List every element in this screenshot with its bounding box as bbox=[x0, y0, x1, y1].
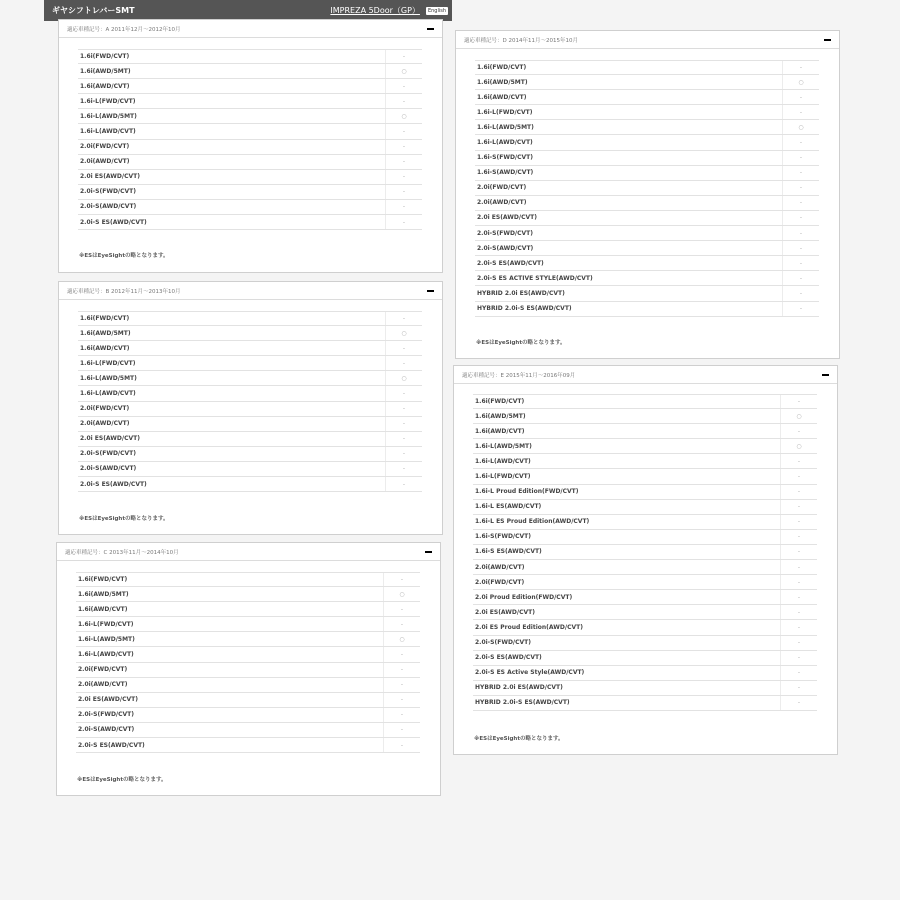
model-link[interactable]: IMPREZA 5Door（GP） bbox=[330, 6, 420, 15]
fitment-mark: - bbox=[782, 181, 819, 195]
table-row bbox=[473, 500, 817, 515]
table-row bbox=[76, 647, 420, 662]
table-row bbox=[473, 485, 817, 500]
table-row bbox=[473, 590, 817, 605]
fitment-mark: - bbox=[385, 356, 422, 370]
fitment-mark: - bbox=[782, 271, 819, 285]
model-name: 1.6i(AWD/CVT) bbox=[78, 605, 128, 613]
table-row bbox=[475, 135, 819, 150]
table-row bbox=[473, 620, 817, 635]
table-row bbox=[78, 462, 422, 477]
model-name: 1.6i-S(FWD/CVT) bbox=[477, 154, 534, 162]
table-row bbox=[76, 738, 420, 753]
model-name: HYBRID 2.0i-S ES(AWD/CVT) bbox=[477, 305, 572, 313]
model-name: 1.6i-L(FWD/CVT) bbox=[78, 620, 134, 628]
fitment-mark: - bbox=[780, 469, 817, 483]
fitment-mark: - bbox=[782, 135, 819, 149]
table-row bbox=[473, 605, 817, 620]
model-name: 1.6i(FWD/CVT) bbox=[475, 398, 525, 406]
fitment-mark: - bbox=[385, 124, 422, 138]
fitment-mark: ○ bbox=[782, 120, 819, 134]
fitment-mark: - bbox=[385, 50, 422, 63]
model-name: 2.0i ES(AWD/CVT) bbox=[78, 696, 138, 704]
model-name: 1.6i(FWD/CVT) bbox=[477, 64, 527, 72]
table-row bbox=[76, 678, 420, 693]
fitment-mark: - bbox=[385, 94, 422, 108]
model-name: 1.6i-L Proud Edition(FWD/CVT) bbox=[475, 488, 579, 496]
model-name: 1.6i(AWD/5MT) bbox=[477, 78, 528, 86]
model-name: 1.6i(FWD/CVT) bbox=[78, 576, 128, 584]
eyesight-note: ※ESはEyeSightの略となります。 bbox=[79, 253, 169, 259]
model-name: 2.0i(AWD/CVT) bbox=[475, 563, 525, 571]
table-row bbox=[473, 424, 817, 439]
period-label: 適応車種記号：A 2011年12月～2012年10月 bbox=[67, 26, 181, 33]
fitment-mark: - bbox=[782, 61, 819, 74]
period-label: 適応車種記号：E 2015年11月～2016年09月 bbox=[462, 372, 576, 379]
model-name: 2.0i-S(FWD/CVT) bbox=[477, 229, 534, 237]
fitment-mark: - bbox=[780, 666, 817, 680]
model-name: 1.6i-L(AWD/5MT) bbox=[78, 635, 135, 643]
table-row bbox=[78, 155, 422, 170]
panel-d bbox=[455, 30, 840, 359]
model-name: HYBRID 2.0i ES(AWD/CVT) bbox=[477, 289, 565, 297]
table-row bbox=[475, 120, 819, 135]
fitment-mark: - bbox=[780, 560, 817, 574]
model-name: 2.0i ES(AWD/CVT) bbox=[475, 608, 535, 616]
model-list bbox=[76, 572, 420, 753]
model-name: HYBRID 2.0i ES(AWD/CVT) bbox=[475, 684, 563, 692]
model-name: 1.6i-L(AWD/5MT) bbox=[80, 112, 137, 120]
fitment-mark: ○ bbox=[782, 75, 819, 89]
table-row bbox=[475, 226, 819, 241]
table-row bbox=[76, 617, 420, 632]
table-row bbox=[475, 90, 819, 105]
model-name: HYBRID 2.0i-S ES(AWD/CVT) bbox=[475, 699, 570, 707]
fitment-mark: ○ bbox=[780, 409, 817, 423]
table-row bbox=[78, 124, 422, 139]
model-name: 2.0i(AWD/CVT) bbox=[80, 420, 130, 428]
panel-a bbox=[58, 19, 443, 273]
panel-header bbox=[59, 282, 442, 300]
eyesight-note: ※ESはEyeSightの略となります。 bbox=[77, 777, 167, 783]
table-row bbox=[475, 181, 819, 196]
table-row bbox=[473, 515, 817, 530]
fitment-mark: - bbox=[383, 738, 420, 752]
fitment-mark: - bbox=[780, 515, 817, 529]
fitment-mark: - bbox=[385, 312, 422, 325]
fitment-mark: - bbox=[780, 590, 817, 604]
table-row bbox=[78, 417, 422, 432]
table-row bbox=[475, 211, 819, 226]
fitment-mark: - bbox=[385, 185, 422, 199]
model-list bbox=[473, 394, 817, 711]
model-name: 1.6i(AWD/5MT) bbox=[80, 329, 131, 337]
model-name: 2.0i(AWD/CVT) bbox=[78, 681, 128, 689]
model-name: 1.6i-L ES Proud Edition(AWD/CVT) bbox=[475, 518, 590, 526]
model-name: 1.6i-L(FWD/CVT) bbox=[477, 108, 533, 116]
table-row bbox=[473, 666, 817, 681]
table-row bbox=[473, 560, 817, 575]
model-name: 1.6i-L(FWD/CVT) bbox=[475, 473, 531, 481]
collapse-icon[interactable] bbox=[824, 36, 832, 44]
model-name: 1.6i(AWD/5MT) bbox=[475, 412, 526, 420]
fitment-mark: - bbox=[780, 545, 817, 559]
table-row bbox=[78, 170, 422, 185]
table-row bbox=[78, 215, 422, 230]
panel-header bbox=[59, 20, 442, 38]
fitment-mark: - bbox=[385, 477, 422, 491]
fitment-mark: - bbox=[780, 575, 817, 589]
table-row bbox=[473, 469, 817, 484]
table-row bbox=[473, 545, 817, 560]
fitment-mark: - bbox=[385, 140, 422, 154]
fitment-mark: - bbox=[385, 447, 422, 461]
panel-header bbox=[456, 31, 839, 49]
page-title: ギヤシフトレバーSMT bbox=[52, 6, 135, 15]
fitment-mark: - bbox=[782, 166, 819, 180]
panel-e bbox=[453, 365, 838, 755]
table-row bbox=[78, 386, 422, 401]
table-row bbox=[473, 681, 817, 696]
table-row bbox=[475, 241, 819, 256]
fitment-mark: - bbox=[385, 386, 422, 400]
table-row bbox=[78, 477, 422, 492]
collapse-icon[interactable] bbox=[427, 287, 435, 295]
model-name: 1.6i(AWD/CVT) bbox=[477, 93, 527, 101]
collapse-icon[interactable] bbox=[425, 548, 433, 556]
fitment-mark: - bbox=[385, 79, 422, 93]
fitment-mark: - bbox=[782, 211, 819, 225]
fitment-mark: - bbox=[383, 647, 420, 661]
fitment-mark: - bbox=[782, 302, 819, 316]
table-row bbox=[475, 75, 819, 90]
period-label: 適応車種記号：B 2012年11月～2013年10月 bbox=[67, 288, 181, 295]
model-name: 2.0i(AWD/CVT) bbox=[477, 199, 527, 207]
model-name: 2.0i-S ES(AWD/CVT) bbox=[477, 259, 544, 267]
period-label: 適応車種記号：D 2014年11月～2015年10月 bbox=[464, 37, 578, 44]
table-row bbox=[475, 196, 819, 211]
table-row bbox=[76, 693, 420, 708]
fitment-mark: ○ bbox=[385, 109, 422, 123]
fitment-mark: - bbox=[780, 620, 817, 634]
model-name: 2.0i(FWD/CVT) bbox=[78, 666, 128, 674]
table-row bbox=[78, 402, 422, 417]
fitment-mark: - bbox=[383, 708, 420, 722]
model-name: 1.6i(AWD/CVT) bbox=[475, 427, 525, 435]
model-list bbox=[475, 60, 819, 317]
panel-header bbox=[57, 543, 440, 561]
model-name: 1.6i-S(AWD/CVT) bbox=[477, 169, 534, 177]
table-row bbox=[475, 166, 819, 181]
fitment-mark: - bbox=[383, 693, 420, 707]
model-list bbox=[78, 311, 422, 492]
table-row bbox=[76, 587, 420, 602]
table-row bbox=[475, 302, 819, 317]
eyesight-note: ※ESはEyeSightの略となります。 bbox=[476, 340, 566, 346]
model-name: 2.0i-S ES(AWD/CVT) bbox=[80, 218, 147, 226]
fitment-mark: - bbox=[385, 417, 422, 431]
fitment-mark: ○ bbox=[383, 632, 420, 646]
fitment-mark: - bbox=[780, 485, 817, 499]
fitment-mark: - bbox=[780, 454, 817, 468]
fitment-mark: - bbox=[385, 432, 422, 446]
table-row bbox=[76, 632, 420, 647]
fitment-mark: - bbox=[780, 395, 817, 408]
fitment-mark: - bbox=[385, 170, 422, 184]
model-name: 2.0i-S(AWD/CVT) bbox=[78, 726, 135, 734]
model-name: 1.6i(AWD/CVT) bbox=[80, 82, 130, 90]
collapse-icon[interactable] bbox=[822, 371, 830, 379]
top-bar bbox=[44, 0, 452, 21]
table-row bbox=[78, 447, 422, 462]
fitment-mark: - bbox=[385, 155, 422, 169]
fitment-mark: - bbox=[782, 256, 819, 270]
model-name: 1.6i-L(AWD/5MT) bbox=[477, 123, 534, 131]
fitment-mark: - bbox=[385, 200, 422, 214]
fitment-mark: - bbox=[780, 500, 817, 514]
fitment-mark: - bbox=[383, 723, 420, 737]
table-row bbox=[78, 200, 422, 215]
model-name: 2.0i(FWD/CVT) bbox=[80, 143, 130, 151]
table-row bbox=[473, 394, 817, 409]
table-row bbox=[473, 530, 817, 545]
table-row bbox=[76, 723, 420, 738]
table-row bbox=[78, 356, 422, 371]
fitment-mark: - bbox=[782, 286, 819, 300]
model-name: 2.0i ES(AWD/CVT) bbox=[80, 173, 140, 181]
table-row bbox=[473, 409, 817, 424]
fitment-mark: - bbox=[780, 424, 817, 438]
model-name: 1.6i-L(FWD/CVT) bbox=[80, 97, 136, 105]
model-name: 2.0i-S(FWD/CVT) bbox=[78, 711, 135, 719]
table-row bbox=[473, 575, 817, 590]
panel-c bbox=[56, 542, 441, 796]
fitment-mark: - bbox=[782, 90, 819, 104]
fitment-mark: - bbox=[383, 678, 420, 692]
model-name: 1.6i-L(AWD/CVT) bbox=[475, 457, 531, 465]
fitment-mark: - bbox=[385, 215, 422, 229]
panel-header bbox=[454, 366, 837, 384]
table-row bbox=[76, 708, 420, 723]
model-name: 2.0i ES Proud Edition(AWD/CVT) bbox=[475, 623, 583, 631]
eyesight-note: ※ESはEyeSightの略となります。 bbox=[79, 516, 169, 522]
model-name: 2.0i-S(FWD/CVT) bbox=[475, 639, 532, 647]
model-name: 2.0i-S ES(AWD/CVT) bbox=[475, 654, 542, 662]
fitment-mark: ○ bbox=[385, 371, 422, 385]
fitment-mark: - bbox=[780, 681, 817, 695]
model-name: 2.0i(FWD/CVT) bbox=[475, 578, 525, 586]
fitment-mark: ○ bbox=[780, 439, 817, 453]
fitment-mark: ○ bbox=[385, 326, 422, 340]
table-row bbox=[473, 651, 817, 666]
model-name: 2.0i-S ES ACTIVE STYLE(AWD/CVT) bbox=[477, 274, 593, 282]
model-name: 1.6i-S(FWD/CVT) bbox=[475, 533, 532, 541]
fitment-mark: ○ bbox=[385, 64, 422, 78]
english-button[interactable]: English bbox=[427, 7, 446, 14]
table-row bbox=[473, 439, 817, 454]
model-name: 1.6i-L(FWD/CVT) bbox=[80, 359, 136, 367]
table-row bbox=[475, 60, 819, 75]
model-name: 2.0i Proud Edition(FWD/CVT) bbox=[475, 593, 573, 601]
model-name: 2.0i-S(AWD/CVT) bbox=[80, 465, 137, 473]
model-name: 1.6i-S ES(AWD/CVT) bbox=[475, 548, 542, 556]
table-row bbox=[78, 371, 422, 386]
fitment-mark: - bbox=[780, 530, 817, 544]
model-name: 1.6i-L(AWD/5MT) bbox=[80, 374, 137, 382]
fitment-mark: - bbox=[782, 196, 819, 210]
model-name: 1.6i-L(AWD/CVT) bbox=[80, 390, 136, 398]
fitment-mark: - bbox=[383, 617, 420, 631]
fitment-mark: - bbox=[782, 241, 819, 255]
collapse-icon[interactable] bbox=[427, 25, 435, 33]
fitment-mark: - bbox=[383, 573, 420, 586]
model-name: 2.0i ES(AWD/CVT) bbox=[477, 214, 537, 222]
model-name: 1.6i(FWD/CVT) bbox=[80, 53, 130, 61]
model-name: 1.6i-L(AWD/CVT) bbox=[80, 128, 136, 136]
model-name: 2.0i-S(AWD/CVT) bbox=[477, 244, 534, 252]
fitment-mark: - bbox=[780, 696, 817, 710]
model-name: 2.0i-S ES(AWD/CVT) bbox=[78, 741, 145, 749]
model-name: 1.6i-L(AWD/CVT) bbox=[477, 139, 533, 147]
fitment-mark: - bbox=[782, 105, 819, 119]
table-row bbox=[78, 341, 422, 356]
table-row bbox=[475, 256, 819, 271]
table-row bbox=[78, 185, 422, 200]
table-row bbox=[475, 151, 819, 166]
model-name: 2.0i-S ES(AWD/CVT) bbox=[80, 480, 147, 488]
model-name: 1.6i(AWD/5MT) bbox=[80, 67, 131, 75]
model-name: 1.6i-L(AWD/CVT) bbox=[78, 651, 134, 659]
table-row bbox=[76, 663, 420, 678]
model-name: 1.6i(AWD/5MT) bbox=[78, 590, 129, 598]
table-row bbox=[78, 79, 422, 94]
period-label: 適応車種記号：C 2013年11月～2014年10月 bbox=[65, 549, 179, 556]
table-row bbox=[473, 696, 817, 711]
model-name: 1.6i(AWD/CVT) bbox=[80, 344, 130, 352]
fitment-mark: - bbox=[385, 402, 422, 416]
fitment-mark: ○ bbox=[383, 587, 420, 601]
fitment-mark: - bbox=[780, 651, 817, 665]
model-name: 2.0i-S(FWD/CVT) bbox=[80, 450, 137, 458]
table-row bbox=[475, 271, 819, 286]
model-name: 1.6i(FWD/CVT) bbox=[80, 315, 130, 323]
fitment-mark: - bbox=[385, 462, 422, 476]
model-name: 2.0i-S(AWD/CVT) bbox=[80, 203, 137, 211]
table-row bbox=[76, 602, 420, 617]
table-row bbox=[76, 572, 420, 587]
table-row bbox=[78, 94, 422, 109]
fitment-mark: - bbox=[383, 602, 420, 616]
table-row bbox=[78, 140, 422, 155]
table-row bbox=[78, 49, 422, 64]
eyesight-note: ※ESはEyeSightの略となります。 bbox=[474, 736, 564, 742]
table-row bbox=[78, 311, 422, 326]
table-row bbox=[475, 105, 819, 120]
model-name: 2.0i-S(FWD/CVT) bbox=[80, 188, 137, 196]
model-list bbox=[78, 49, 422, 230]
table-row bbox=[473, 454, 817, 469]
fitment-mark: - bbox=[780, 636, 817, 650]
fitment-mark: - bbox=[385, 341, 422, 355]
model-name: 2.0i-S ES Active Style(AWD/CVT) bbox=[475, 669, 585, 677]
table-row bbox=[78, 64, 422, 79]
table-row bbox=[78, 326, 422, 341]
model-name: 2.0i(AWD/CVT) bbox=[80, 158, 130, 166]
fitment-mark: - bbox=[780, 605, 817, 619]
fitment-mark: - bbox=[782, 151, 819, 165]
model-name: 2.0i(FWD/CVT) bbox=[477, 184, 527, 192]
table-row bbox=[78, 109, 422, 124]
model-name: 1.6i-L ES(AWD/CVT) bbox=[475, 503, 542, 511]
fitment-mark: - bbox=[782, 226, 819, 240]
model-name: 2.0i ES(AWD/CVT) bbox=[80, 435, 140, 443]
model-name: 2.0i(FWD/CVT) bbox=[80, 405, 130, 413]
table-row bbox=[78, 432, 422, 447]
model-name: 1.6i-L(AWD/5MT) bbox=[475, 442, 532, 450]
fitment-mark: - bbox=[383, 663, 420, 677]
panel-b bbox=[58, 281, 443, 535]
table-row bbox=[473, 636, 817, 651]
table-row bbox=[475, 286, 819, 301]
